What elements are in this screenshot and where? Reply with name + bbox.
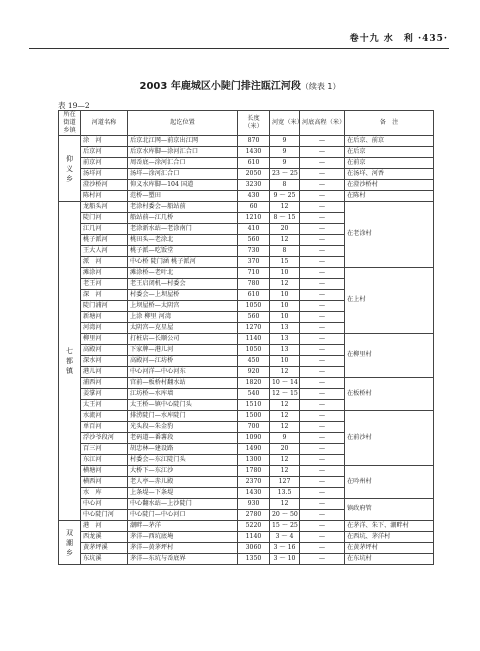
table-row	[59, 202, 434, 213]
table-row	[59, 268, 434, 279]
location-cell: 中心翻水站—上沙陡门	[128, 499, 238, 510]
note-cell: 在东坑村	[345, 554, 434, 565]
width-cell: 12 ～ 15	[270, 389, 300, 400]
note-cell: 在吟州村	[345, 466, 434, 499]
bottom-elevation-cell: —	[300, 444, 345, 455]
width-cell: 10	[270, 301, 300, 312]
river-name-cell: 江几河	[81, 224, 128, 235]
table-title-main: 2003 年鹿城区小陡门排注瓯江河段	[139, 81, 301, 92]
length-cell: 730	[238, 246, 270, 257]
bottom-elevation-cell: —	[300, 213, 345, 224]
location-cell: 下家牌—港儿河	[128, 345, 238, 356]
note-cell: 在后京、前京	[345, 136, 434, 147]
bottom-elevation-cell: —	[300, 246, 345, 257]
location-cell: 潮畔—茅洋	[128, 521, 238, 532]
bottom-elevation-cell: —	[300, 356, 345, 367]
bottom-elevation-cell: —	[300, 510, 345, 521]
table-row	[59, 378, 434, 389]
location-cell: 中心陡门—中心河口	[128, 510, 238, 521]
river-table	[58, 110, 434, 565]
river-name-cell: 陈村河	[81, 191, 128, 202]
location-cell: 范桥—塑田	[128, 191, 238, 202]
length-cell: 870	[238, 136, 270, 147]
river-name-cell: 新塘河	[81, 312, 128, 323]
width-cell: 10	[270, 312, 300, 323]
bottom-elevation-cell: —	[300, 169, 345, 180]
table-row	[59, 411, 434, 422]
location-cell: 中心河洋—中心河东	[128, 367, 238, 378]
width-cell: 20	[270, 444, 300, 455]
river-name-cell: 浦西河	[81, 378, 128, 389]
width-cell: 12	[270, 499, 300, 510]
river-name-cell: 港 河	[81, 521, 128, 532]
page-header	[0, 31, 480, 45]
length-cell: 5220	[238, 521, 270, 532]
width-cell: 20	[270, 224, 300, 235]
river-name-cell: 龙船头河	[81, 202, 128, 213]
note-cell: 在陈村	[345, 191, 434, 202]
width-cell: 127	[270, 477, 300, 488]
river-name-cell: 浮沙爷段河	[81, 433, 128, 444]
table-row	[59, 532, 434, 543]
table-row	[59, 147, 434, 158]
location-cell: 上涂 柳里 河湾	[128, 312, 238, 323]
bottom-elevation-cell: —	[300, 323, 345, 334]
width-cell: 13.5	[270, 488, 300, 499]
bottom-elevation-cell: —	[300, 488, 345, 499]
town-name: 七都镇	[66, 347, 73, 375]
bottom-elevation-cell: —	[300, 400, 345, 411]
bottom-elevation-cell: —	[300, 224, 345, 235]
location-cell: 船站前—江几桥	[128, 213, 238, 224]
location-cell: 茅洋—西坑底埯	[128, 532, 238, 543]
town-name: 仰义乡	[66, 154, 73, 183]
length-cell: 930	[238, 499, 270, 510]
width-cell: 23 ～ 25	[270, 169, 300, 180]
width-cell: 13	[270, 345, 300, 356]
note-cell: 在前沙村	[345, 411, 434, 466]
width-cell: 9	[270, 136, 300, 147]
length-cell: 1140	[238, 334, 270, 345]
location-cell: 周岙底—涂河汇合口	[128, 158, 238, 169]
width-cell: 3 ～ 4	[270, 532, 300, 543]
table-title-suffix: （续表 1）	[300, 82, 341, 91]
location-cell: 汤垟—涂河汇合口	[128, 169, 238, 180]
width-cell: 20 ～ 50	[270, 510, 300, 521]
width-cell: 10 ～ 14	[270, 378, 300, 389]
col-header-note: 备 注	[345, 111, 434, 136]
header-rule	[29, 48, 449, 49]
width-cell: 12	[270, 202, 300, 213]
river-name-cell: 东江河	[81, 455, 128, 466]
river-name-cell: 深水河	[81, 356, 128, 367]
location-cell: 太王桥—镇中心陡门头	[128, 400, 238, 411]
bottom-elevation-cell: —	[300, 235, 345, 246]
table-row	[59, 543, 434, 554]
length-cell: 410	[238, 224, 270, 235]
length-cell: 560	[238, 312, 270, 323]
location-cell: 排涝陡门—水库陡门	[128, 411, 238, 422]
length-cell: 1500	[238, 411, 270, 422]
length-cell: 1050	[238, 301, 270, 312]
bottom-elevation-cell: —	[300, 301, 345, 312]
river-name-cell: 百三河	[81, 444, 128, 455]
length-cell: 1300	[238, 455, 270, 466]
location-cell: 光头段—朱金豹	[128, 422, 238, 433]
location-cell: 仰义水库脚—104 国道	[128, 180, 238, 191]
location-cell: 老涂新水站—老涂南门	[128, 224, 238, 235]
river-name-cell: 西龙溪	[81, 532, 128, 543]
location-cell: 桃田头—老涂北	[128, 235, 238, 246]
location-cell: 村委会—东江陡门头	[128, 455, 238, 466]
col-header-length: 长度（米）	[238, 111, 270, 136]
length-cell: 370	[238, 257, 270, 268]
note-cell: 在黄茅坪村	[345, 543, 434, 554]
river-name-cell: 高殿河	[81, 345, 128, 356]
note-cell: 在后京	[345, 147, 434, 158]
table-title	[0, 77, 480, 92]
width-cell: 9	[270, 158, 300, 169]
width-cell: 8	[270, 180, 300, 191]
bottom-elevation-cell: —	[300, 532, 345, 543]
river-name-cell: 澄沙桥河	[81, 180, 128, 191]
river-name-cell: 陡门河	[81, 213, 128, 224]
length-cell: 1430	[238, 488, 270, 499]
length-cell: 920	[238, 367, 270, 378]
length-cell: 610	[238, 158, 270, 169]
river-name-cell: 派 河	[81, 257, 128, 268]
width-cell: 9	[270, 433, 300, 444]
location-cell: 太阴宫—克星屋	[128, 323, 238, 334]
town-name: 双潮乡	[66, 528, 73, 557]
length-cell: 2370	[238, 477, 270, 488]
location-cell: 村委会—上坝屋桥	[128, 290, 238, 301]
bottom-elevation-cell: —	[300, 191, 345, 202]
length-cell: 540	[238, 389, 270, 400]
width-cell: 8	[270, 246, 300, 257]
bottom-elevation-cell: —	[300, 268, 345, 279]
length-cell: 1820	[238, 378, 270, 389]
location-cell: 老王启闭机—村委会	[128, 279, 238, 290]
bottom-elevation-cell: —	[300, 279, 345, 290]
width-cell: 12	[270, 466, 300, 477]
note-cell: 在茅洋、朱下、潮畔村	[345, 521, 434, 532]
bottom-elevation-cell: —	[300, 543, 345, 554]
table-row	[59, 191, 434, 202]
length-cell: 1270	[238, 323, 270, 334]
width-cell: 15	[270, 257, 300, 268]
table-row	[59, 136, 434, 147]
width-cell: 12	[270, 235, 300, 246]
river-name-cell: 河湾河	[81, 323, 128, 334]
length-cell: 450	[238, 356, 270, 367]
note-cell: 在澄沙桥村	[345, 180, 434, 191]
width-cell: 9	[270, 147, 300, 158]
river-name-cell: 老王河	[81, 279, 128, 290]
bottom-elevation-cell: —	[300, 147, 345, 158]
length-cell: 1090	[238, 433, 270, 444]
river-name-cell: 水 库	[81, 488, 128, 499]
length-cell: 2780	[238, 510, 270, 521]
town-cell	[59, 136, 81, 202]
width-cell: 8 ～ 15	[270, 213, 300, 224]
table-body	[59, 136, 434, 565]
length-cell: 430	[238, 191, 270, 202]
location-cell: 茅洋—黄茅坪村	[128, 543, 238, 554]
length-cell: 1210	[238, 213, 270, 224]
table-row	[59, 158, 434, 169]
length-cell: 3060	[238, 543, 270, 554]
bottom-elevation-cell: —	[300, 367, 345, 378]
river-name-cell: 柳里河	[81, 334, 128, 345]
table-row	[59, 466, 434, 477]
bottom-elevation-cell: —	[300, 499, 345, 510]
river-name-cell: 汤垟河	[81, 169, 128, 180]
length-cell: 1490	[238, 444, 270, 455]
town-cell	[59, 202, 81, 521]
table-row	[59, 521, 434, 532]
table-row	[59, 499, 434, 510]
location-cell: 上条堤—下条堤	[128, 488, 238, 499]
width-cell: 12	[270, 279, 300, 290]
length-cell: 710	[238, 268, 270, 279]
bottom-elevation-cell: —	[300, 466, 345, 477]
width-cell: 12	[270, 411, 300, 422]
note-cell: 在西坑、茅洋村	[345, 532, 434, 543]
river-name-cell: 前京河	[81, 158, 128, 169]
location-cell: 上坝屋桥—太阴宫	[128, 301, 238, 312]
width-cell: 12	[270, 400, 300, 411]
bottom-elevation-cell: —	[300, 158, 345, 169]
river-name-cell: 中心陡门河	[81, 510, 128, 521]
width-cell: 10	[270, 356, 300, 367]
location-cell: 中心桥 陡门涵 桃子派河	[128, 257, 238, 268]
river-name-cell: 王大人河	[81, 246, 128, 257]
width-cell: 12	[270, 455, 300, 466]
col-header-bottom: 河底高程（米）	[300, 111, 345, 136]
bottom-elevation-cell: —	[300, 521, 345, 532]
bottom-elevation-cell: —	[300, 554, 345, 565]
note-cell: 在板桥村	[345, 378, 434, 411]
bottom-elevation-cell: —	[300, 389, 345, 400]
width-cell: 13	[270, 323, 300, 334]
bottom-elevation-cell: —	[300, 345, 345, 356]
river-name-cell: 港儿河	[81, 367, 128, 378]
bottom-elevation-cell: —	[300, 202, 345, 213]
river-name-cell: 太王河	[81, 400, 128, 411]
running-header: 卷十九 水 利 ·435·	[349, 34, 448, 44]
location-cell: 大桥下—东江沙	[128, 466, 238, 477]
location-cell: 老涂村委会—船站前	[128, 202, 238, 213]
col-header-width: 河宽（米）	[270, 111, 300, 136]
location-cell: 滩涂桥—老叶北	[128, 268, 238, 279]
length-cell: 700	[238, 422, 270, 433]
col-header-location: 起讫位置	[128, 111, 238, 136]
table-row	[59, 334, 434, 345]
width-cell: 10	[270, 290, 300, 301]
location-cell: 胡忠林—建设路	[128, 444, 238, 455]
bottom-elevation-cell: —	[300, 312, 345, 323]
river-name-cell: 桃子派河	[81, 235, 128, 246]
note-cell: 在前京	[345, 158, 434, 169]
table-row	[59, 169, 434, 180]
length-cell: 1350	[238, 554, 270, 565]
note-cell: 在柳里村	[345, 334, 434, 378]
note-cell: 镇政府管	[345, 499, 434, 521]
width-cell: 15 ～ 25	[270, 521, 300, 532]
river-name-cell: 黄茅坪溪	[81, 543, 128, 554]
location-cell: 后京北江网—前京出江网	[128, 136, 238, 147]
bottom-elevation-cell: —	[300, 180, 345, 191]
location-cell: 打桩店—长顺公司	[128, 334, 238, 345]
width-cell: 3 ～ 10	[270, 554, 300, 565]
length-cell: 60	[238, 202, 270, 213]
table-number: 表 19—2	[58, 101, 90, 110]
river-name-cell: 后京河	[81, 147, 128, 158]
width-cell: 3 ～ 16	[270, 543, 300, 554]
length-cell: 780	[238, 279, 270, 290]
length-cell: 560	[238, 235, 270, 246]
river-name-cell: 东坑溪	[81, 554, 128, 565]
table-row	[59, 554, 434, 565]
width-cell: 9 ～ 25	[270, 191, 300, 202]
width-cell: 13	[270, 334, 300, 345]
bottom-elevation-cell: —	[300, 477, 345, 488]
length-cell: 1050	[238, 345, 270, 356]
length-cell: 610	[238, 290, 270, 301]
river-name-cell: 姜掌河	[81, 389, 128, 400]
length-cell: 3230	[238, 180, 270, 191]
river-name-cell: 陡门浦河	[81, 301, 128, 312]
bottom-elevation-cell: —	[300, 334, 345, 345]
location-cell: 桃子派—吃饭堂	[128, 246, 238, 257]
bottom-elevation-cell: —	[300, 378, 345, 389]
location-cell: 茅洋—东坑与岙底界	[128, 554, 238, 565]
width-cell: 12	[270, 422, 300, 433]
length-cell: 1780	[238, 466, 270, 477]
river-name-cell: 横西河	[81, 477, 128, 488]
river-name-cell: 单百河	[81, 422, 128, 433]
length-cell: 2050	[238, 169, 270, 180]
location-cell: 后京水库脚—涂河汇合口	[128, 147, 238, 158]
width-cell: 12	[270, 367, 300, 378]
bottom-elevation-cell: —	[300, 411, 345, 422]
river-name-cell: 涂 河	[81, 136, 128, 147]
length-cell: 1140	[238, 532, 270, 543]
bottom-elevation-cell: —	[300, 290, 345, 301]
location-cell: 老人亭—赤儿殿	[128, 477, 238, 488]
note-cell: 在上村	[345, 268, 434, 334]
river-name-cell: 深 河	[81, 290, 128, 301]
bottom-elevation-cell: —	[300, 136, 345, 147]
river-name-cell: 横塘河	[81, 466, 128, 477]
bottom-elevation-cell: —	[300, 433, 345, 444]
col-header-name: 河道名称	[81, 111, 128, 136]
river-name-cell: 滩涂河	[81, 268, 128, 279]
river-name-cell: 中心河	[81, 499, 128, 510]
width-cell: 10	[270, 268, 300, 279]
table-row	[59, 180, 434, 191]
town-cell	[59, 521, 81, 565]
river-name-cell: 水流河	[81, 411, 128, 422]
bottom-elevation-cell: —	[300, 455, 345, 466]
note-cell: 在老涂村	[345, 202, 434, 268]
bottom-elevation-cell: —	[300, 257, 345, 268]
note-cell: 在汤垟、河香	[345, 169, 434, 180]
location-cell: 老码道—番薯段	[128, 433, 238, 444]
col-header-town: 所在街道乡镇	[59, 111, 81, 136]
location-cell: 宫前—板桥村翻水站	[128, 378, 238, 389]
location-cell: 高殿河—江坊桥	[128, 356, 238, 367]
bottom-elevation-cell: —	[300, 422, 345, 433]
length-cell: 1510	[238, 400, 270, 411]
length-cell: 1430	[238, 147, 270, 158]
location-cell: 江坊桥—水库墙	[128, 389, 238, 400]
